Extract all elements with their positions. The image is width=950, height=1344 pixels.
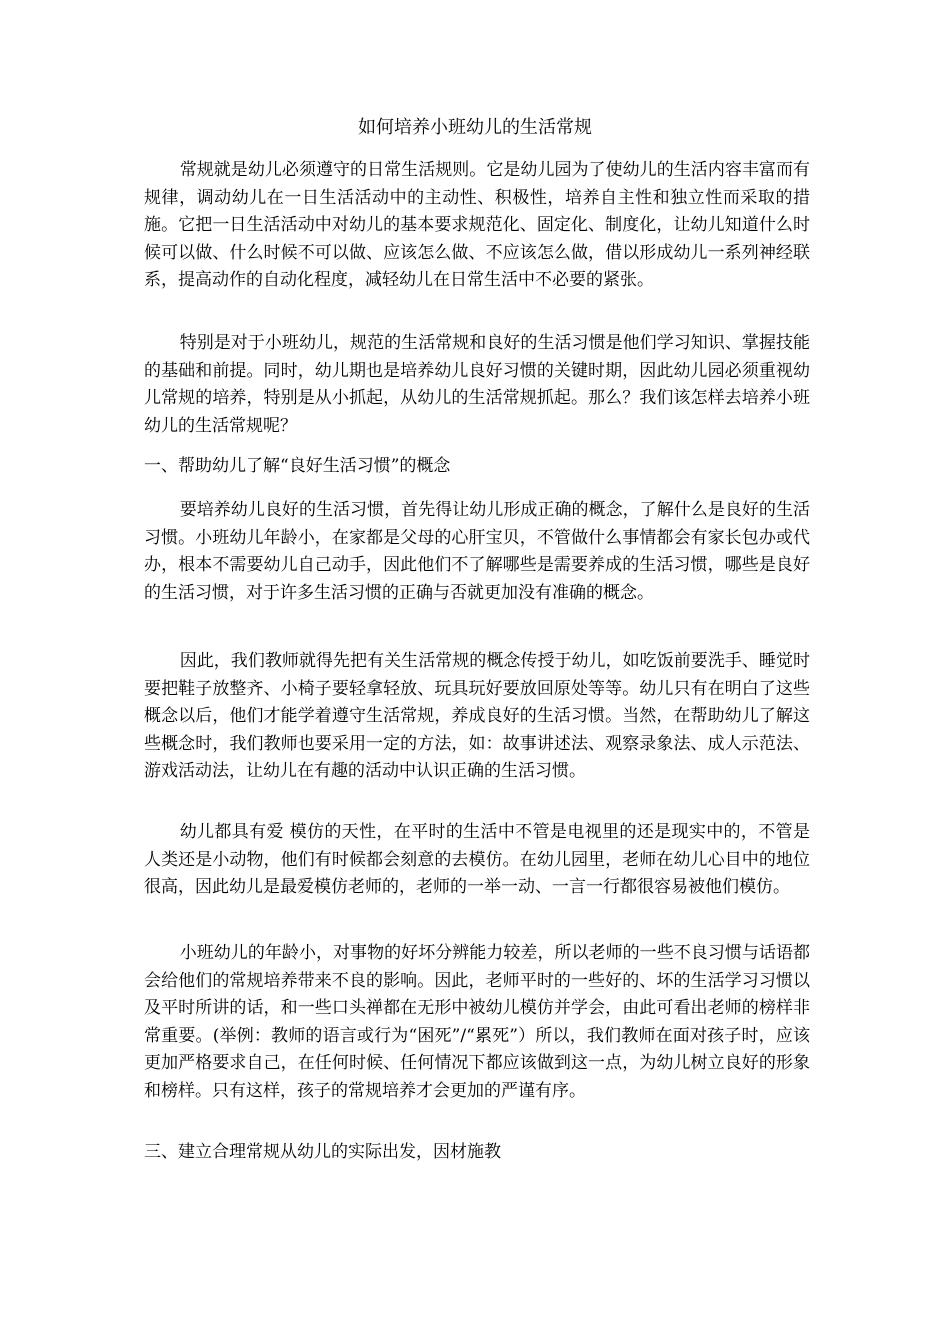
document-title: 如何培养小班幼儿的生活常规 <box>358 117 592 138</box>
intro-paragraph-2: 特别是对于小班幼儿，规范的生活常规和良好的生活习惯是他们学习知识、掌握技能的基础和前提。同时，幼儿期也是培养幼儿良好习惯的关键时期，因此幼儿园必须重视幼儿常规的培养，特别是从小抓起，从幼儿的生活常规抓起。那么？我们该怎样去培养小班幼儿的生活常规呢？ <box>144 333 810 436</box>
section-3-heading: 三、建立合理常规从幼儿的实际出发，因材施教 <box>144 1142 501 1162</box>
section-1-paragraph-2: 因此，我们教师就得先把有关生活常规的概念传授于幼儿，如吃饭前要洗手、睡觉时要把鞋子放整齐、小椅子要轻拿轻放、玩具玩好要放回原处等等。幼儿只有在明白了这些概念以后，他们才能学着遵守生活常规，养成良好的生活习惯。当然，在帮助幼儿了解这些概念时，我们教师也要采用一定的方法，如：故事讲述法、观察录象法、成人示范法、游戏活动法，让幼儿在有趣的活动中认识正确的生活习惯。 <box>144 651 810 782</box>
section-1-heading: 一、帮助幼儿了解“良好生活习惯”的概念 <box>144 456 451 476</box>
intro-paragraph-1: 常规就是幼儿必须遵守的日常生活规则。它是幼儿园为了使幼儿的生活内容丰富而有规律，调动幼儿在一日生活活动中的主动性、积极性，培养自主性和独立性而采取的措施。它把一日生活活动中对幼儿的基本要求规范化、固定化、制度化，让幼儿知道什么时候可以做、什么时候不可以做、应该怎么做、不应该怎么做，借以形成幼儿一系列神经联系，提高动作的自动化程度，减轻幼儿在日常生活中不必要的紧张。 <box>144 160 810 291</box>
section-1-paragraph-1: 要培养幼儿良好的生活习惯，首先得让幼儿形成正确的概念，了解什么是良好的生活习惯。小班幼儿年龄小，在家都是父母的心肝宝贝，不管做什么事情都会有家长包办或代办，根本不需要幼儿自己动手，因此他们不了解哪些是需要养成的生活习惯，哪些是良好的生活习惯，对于许多生活习惯的正确与否就更加没有准确的概念。 <box>144 500 810 603</box>
section-1-paragraph-3: 幼儿都具有爱 模仿的天性，在平时的生活中不管是电视里的还是现实中的，不管是人类还是小动物，他们有时候都会刻意的去模仿。在幼儿园里，老师在幼儿心目中的地位很高，因此幼儿是最爱模仿老师的，老师的一举一动、一言一行都很容易被他们模仿。 <box>144 822 810 898</box>
section-1-paragraph-4: 小班幼儿的年龄小，对事物的好坏分辨能力较差，所以老师的一些不良习惯与话语都会给他们的常规培养带来不良的影响。因此，老师平时的一些好的、坏的生活学习习惯以及平时所讲的话，和一些口头禅都在无形中被幼儿模仿并学会，由此可看出老师的榜样非常重要。(举例：教师的语言或行为“困死”/“累死”）所以，我们教师在面对孩子时，应该更加严格要求自己，在任何时候、任何情况下都应该做到这一点，为幼儿树立良好的形象和榜样。只有这样，孩子的常规培养才会更加的严谨有序。 <box>144 943 810 1101</box>
